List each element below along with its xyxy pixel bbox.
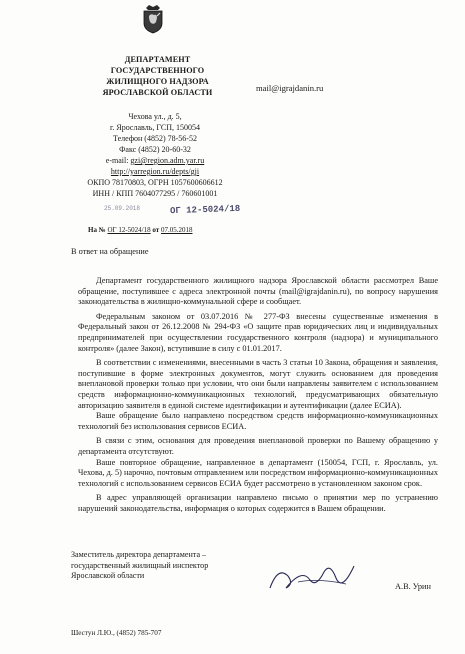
body-paragraph-7: В адрес управляющей организации направлено письмо о принятии мер по устранению нарушений законодательства, информация о которых содержится в Вашем обращении. — [78, 493, 438, 513]
department-line-3: ЖИЛИЩНОГО НАДЗОРА — [106, 77, 209, 86]
executor-contact: Шестун Л.Ю., (4852) 785-707 — [71, 629, 162, 637]
body-paragraph-2: Федеральным законом от 03.07.2016 № 277-ФЗ внесены существенные изменения в Федеральный закон от 26.12.2008 № 294-ФЗ «О защите прав юридических лиц и индивидуальных предпринимателей при осуществлении государственного контроля (надзора) и муниципального контроля» (далее Закон), вступившие в силу с 01.01.2017. — [78, 311, 438, 353]
signatory-position-line-2: государственный жилищный инспектор — [71, 560, 209, 570]
address-okpo: ОКПО 78170803, ОГРН 1057600606612 — [87, 178, 223, 187]
signatory-position — [71, 550, 208, 582]
address-website-link[interactable]: http://yarregion.ru/depts/gji — [110, 167, 200, 176]
body-paragraph-4: Ваше обращение было направлено посредством средств информационно-коммуникационных технологий без использования сервисов ЕСИА. — [78, 411, 438, 431]
department-name — [95, 54, 220, 98]
address-email-row — [60, 155, 250, 166]
address-email-link[interactable]: gzi@region.adm.yar.ru — [130, 156, 205, 165]
address-street: Чехова ул., д. 5, — [128, 112, 182, 121]
reference-number-row — [88, 226, 192, 234]
letter-body — [78, 276, 438, 514]
address-city: г. Ярославль, ГСП, 150054 — [110, 123, 200, 132]
reply-subject: В ответ на обращение — [71, 247, 149, 256]
body-paragraph-6: Ваше повторное обращение, направленное в департамент (150054, ГСП, г. Ярославль, ул. Чехова, д. 5) нарочно, почтовым отправлением или посредством информационно-коммуникационных технологий с использованием сервисов ЕСИА будет рассмотрено в установленном законом срок. — [78, 457, 439, 488]
address-fax: Факс (4852) 20-60-32 — [119, 145, 191, 154]
address-email-label: e-mail: — [105, 156, 129, 165]
reference-prefix: На № — [88, 226, 106, 234]
department-line-4: ЯРОСЛАВСКОЙ ОБЛАСТИ — [102, 88, 213, 97]
registration-stamp: ОГ 12-5024/18 — [169, 203, 241, 217]
department-line-2: ГОСУДАРСТВЕННОГО — [110, 66, 205, 75]
recipient-email: mail@igrajdanin.ru — [256, 83, 324, 93]
reference-date: 07.05.2018 — [160, 226, 193, 234]
reference-from: от — [152, 226, 160, 234]
body-paragraph-1: Департамент государственного жилищного надзора Ярославской области рассмотрел Ваше обращение, поступившее с адреса электронной почты (mail@igrajdanin.ru), по вопросу нарушения законодательства в жилищно-коммунальной сфере и сообщает. — [78, 276, 438, 307]
handwritten-signature — [258, 558, 368, 598]
body-paragraph-5: В связи с этим, основания для проведения внеплановой проверки по Вашему обращению у департамента отсутствуют. — [78, 436, 438, 456]
address-inn: ИНН / КПП 7604077295 / 760601001 — [92, 189, 218, 198]
signatory-position-line-1: Заместитель директора департамента – — [71, 550, 207, 559]
yaroslavl-coat-of-arms-icon — [140, 4, 166, 34]
reference-number: ОГ 12-5024/18 — [107, 226, 151, 234]
signatory-position-line-3: Ярославской области — [71, 571, 145, 581]
signatory-name: А.В. Урин — [395, 582, 431, 591]
registration-stamp-date: 25.09.2018 — [104, 205, 141, 212]
address-phone: Телефон (4852) 78-56-52 — [113, 134, 197, 143]
body-paragraph-3: В соответствии с изменениями, внесенными в часть 3 статьи 10 Закона, обращения и заявления, поступившие в форме электронных документов, могут служить основанием для проведения внеплановой проверки только при условии, что они были направлены заявителем с использованием средств информационно-коммуникационных технологий, предусматривающих обязательную авторизацию заявителя в единой системе идентификации и аутентификации (далее ЕСИА). — [78, 358, 438, 410]
department-line-1: ДЕПАРТАМЕНТ — [124, 55, 191, 64]
department-address-block — [60, 111, 250, 199]
